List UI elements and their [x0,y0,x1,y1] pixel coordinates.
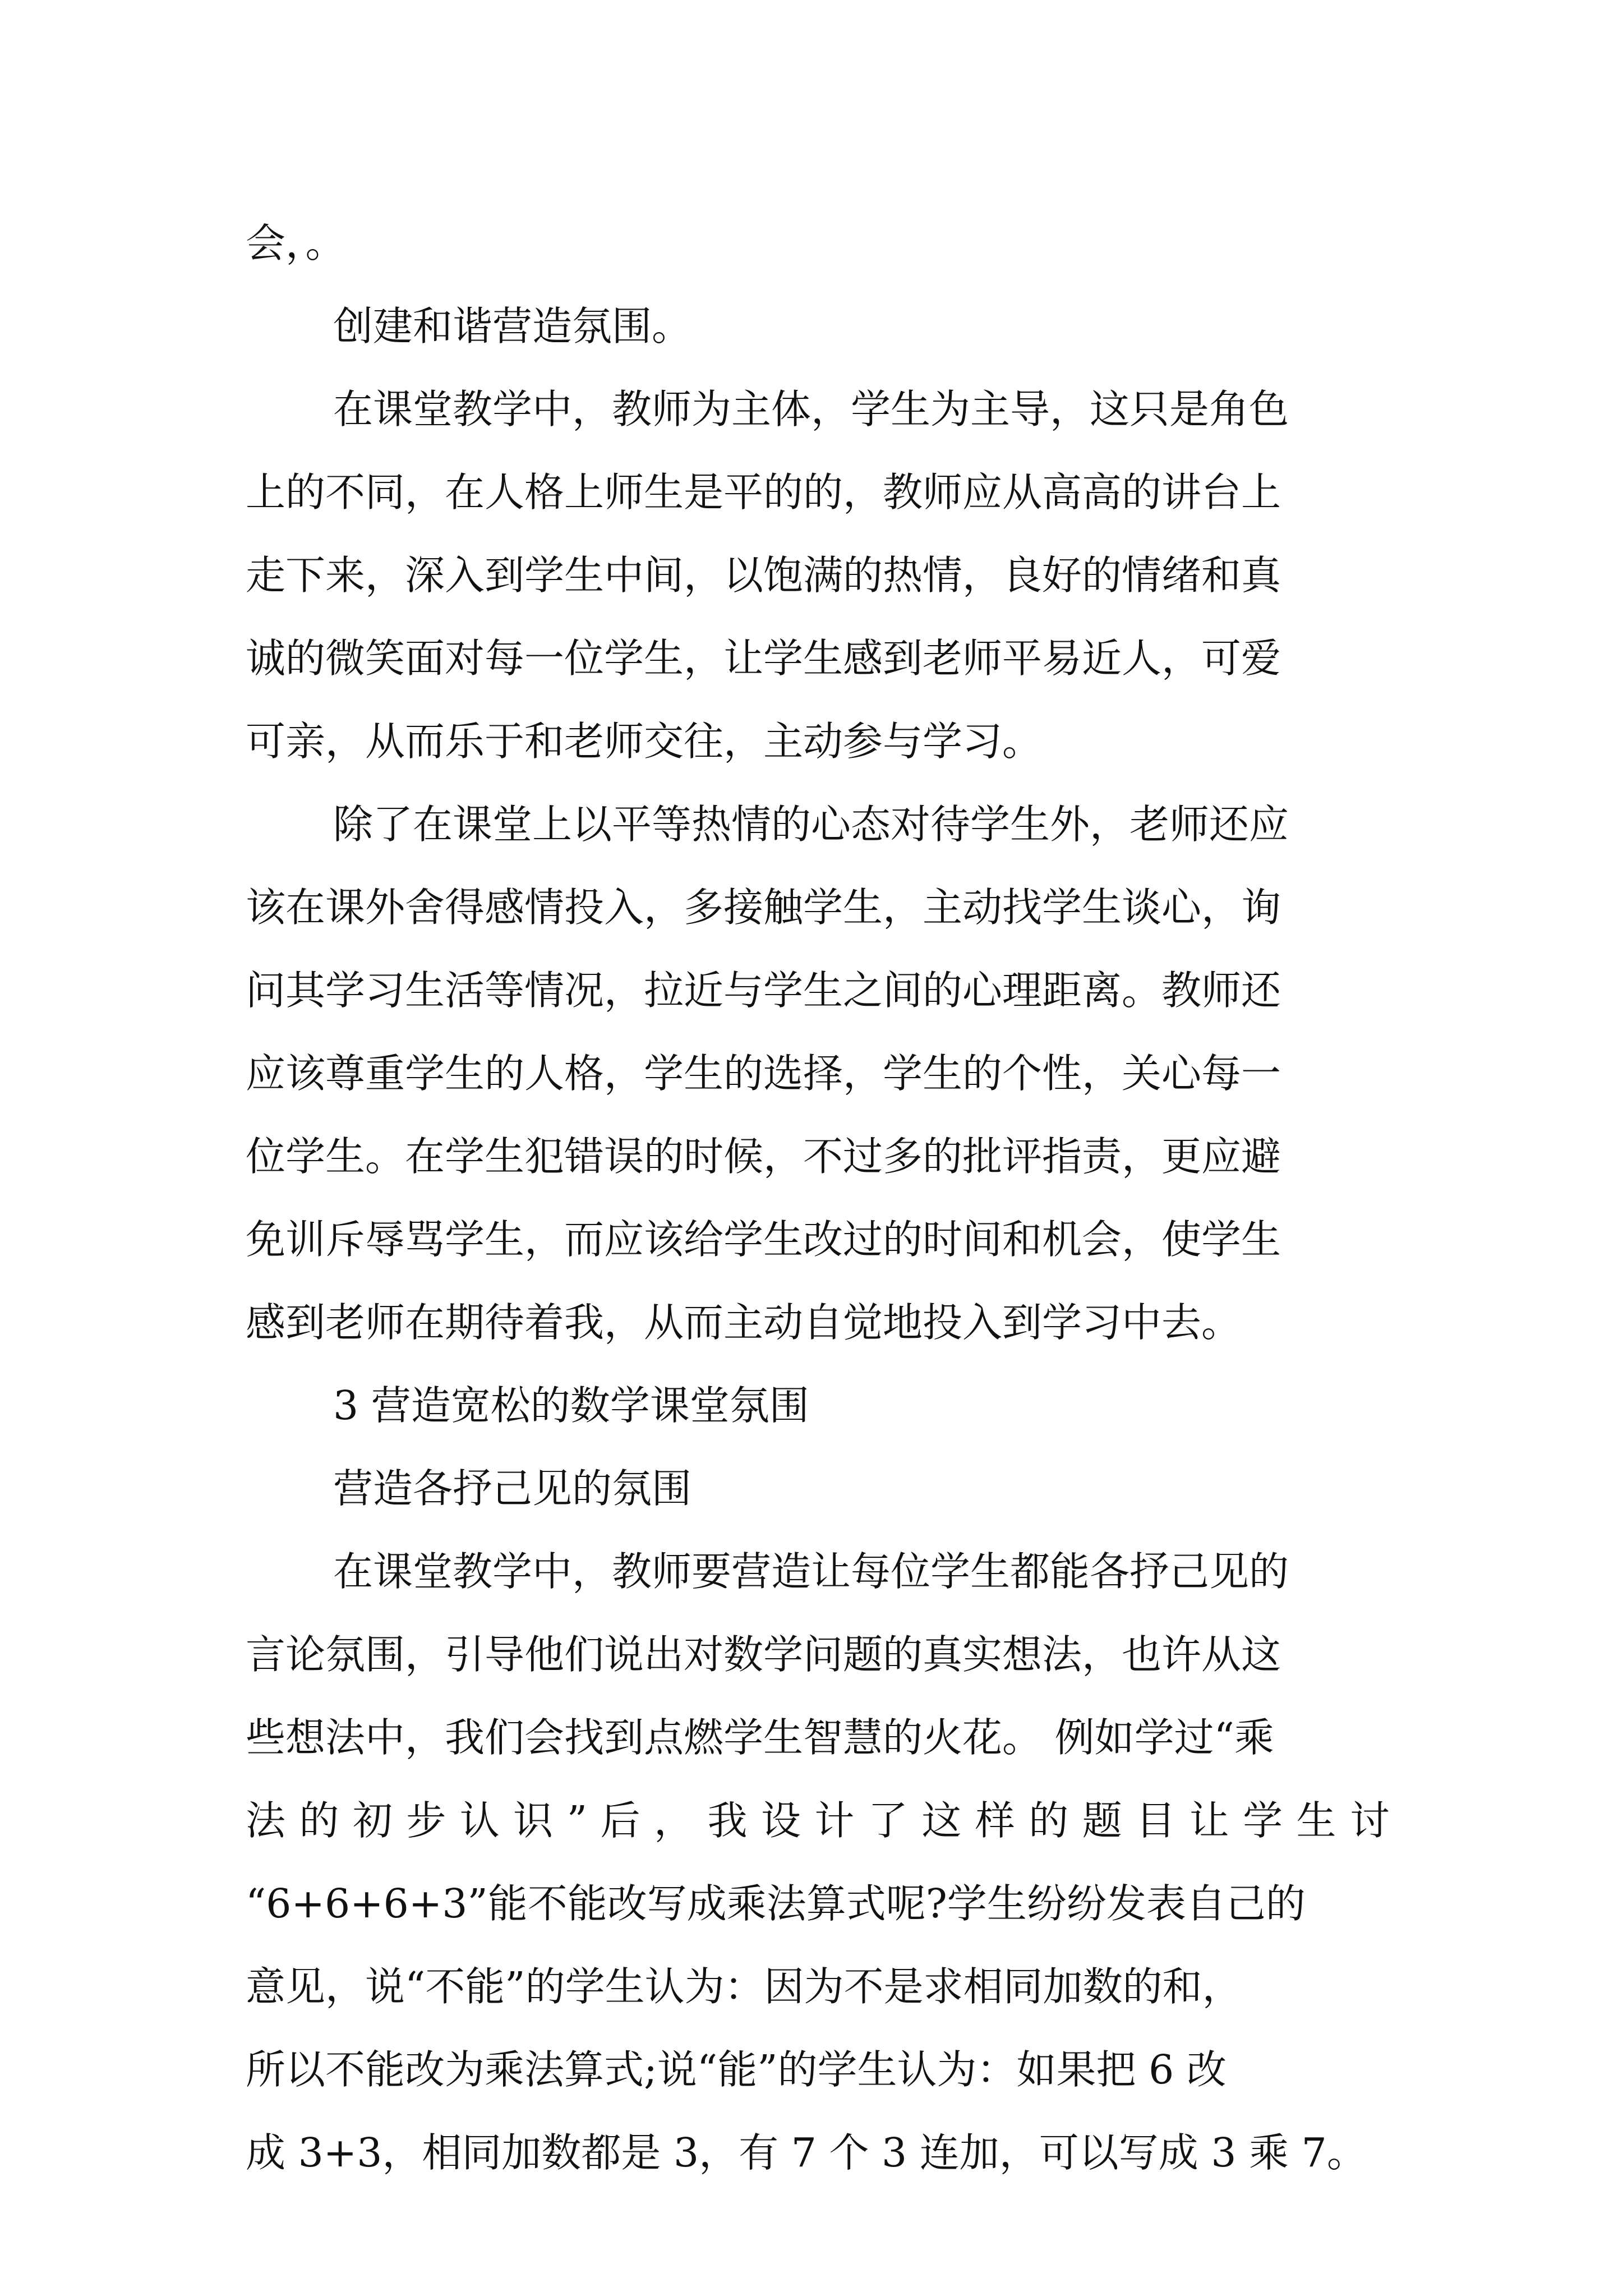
text-line: 些想法中，我们会找到点燃学生智慧的火花。 例如学过“乘 [246,1714,1274,1761]
text-line: 在课堂教学中，教师要营造让每位学生都能各抒己见的 [333,1548,1289,1595]
text-line: 除了在课堂上以平等热情的心态对待学生外，老师还应 [333,801,1289,848]
text-line: 问其学习生活等情况，拉近与学生之间的心理距离。教师还 [246,967,1281,1014]
text-line: 应该尊重学生的人格，学生的选择，学生的个性，关心每一 [246,1050,1281,1097]
text-line: 位学生。在学生犯错误的时候，不过多的批评指责，更应避 [246,1133,1281,1180]
text-line: 意见，说“不能”的学生认为：因为不是求相同加数的和， [246,1963,1242,2010]
text-line: 感到老师在期待着我，从而主动自觉地投入到学习中去。 [246,1299,1242,1346]
text-line: 该在课外舍得感情投入，多接触学生，主动找学生谈心，询 [246,884,1281,931]
text-line: 3 营造宽松的数学课堂氛围 [333,1382,809,1429]
text-line: 上的不同，在人格上师生是平的的，教师应从高高的讲台上 [246,469,1281,516]
text-line: 可亲，从而乐于和老师交往，主动参与学习。 [246,718,1043,765]
text-line: 创建和谐营造氛围。 [333,303,692,349]
text-line: “6+6+6+3”能不能改写成乘法算式呢?学生纷纷发表自己的 [246,1880,1306,1927]
text-line: 走下来，深入到学生中间，以饱满的热情，良好的情绪和真 [246,552,1281,599]
text-line: 成 3+3，相同加数都是 3，有 7 个 3 连加，可以写成 3 乘 7。 [246,2129,1367,2176]
text-line: 言论氛围，引导他们说出对数学问题的真实想法，也许从这 [246,1631,1281,1678]
text-line: 所以不能改为乘法算式;说“能”的学生认为：如果把 6 改 [246,2046,1227,2093]
text-line: 免训斥辱骂学生，而应该给学生改过的时间和机会，使学生 [246,1216,1281,1263]
text-line: 营造各抒己见的氛围 [333,1465,692,1512]
text-line: 在课堂教学中，教师为主体，学生为主导，这只是角色 [333,386,1289,432]
text-line: 会，。 [246,220,345,266]
text-line: 诚的微笑面对每一位学生，让学生感到老师平易近人，可爱 [246,635,1281,682]
text-line: 法 的 初 步 认 识 ” 后 ， 我 设 计 了 这 样 的 题 目 让 学 生 讨 [246,1797,1390,1844]
document-body [246,202,1390,2194]
